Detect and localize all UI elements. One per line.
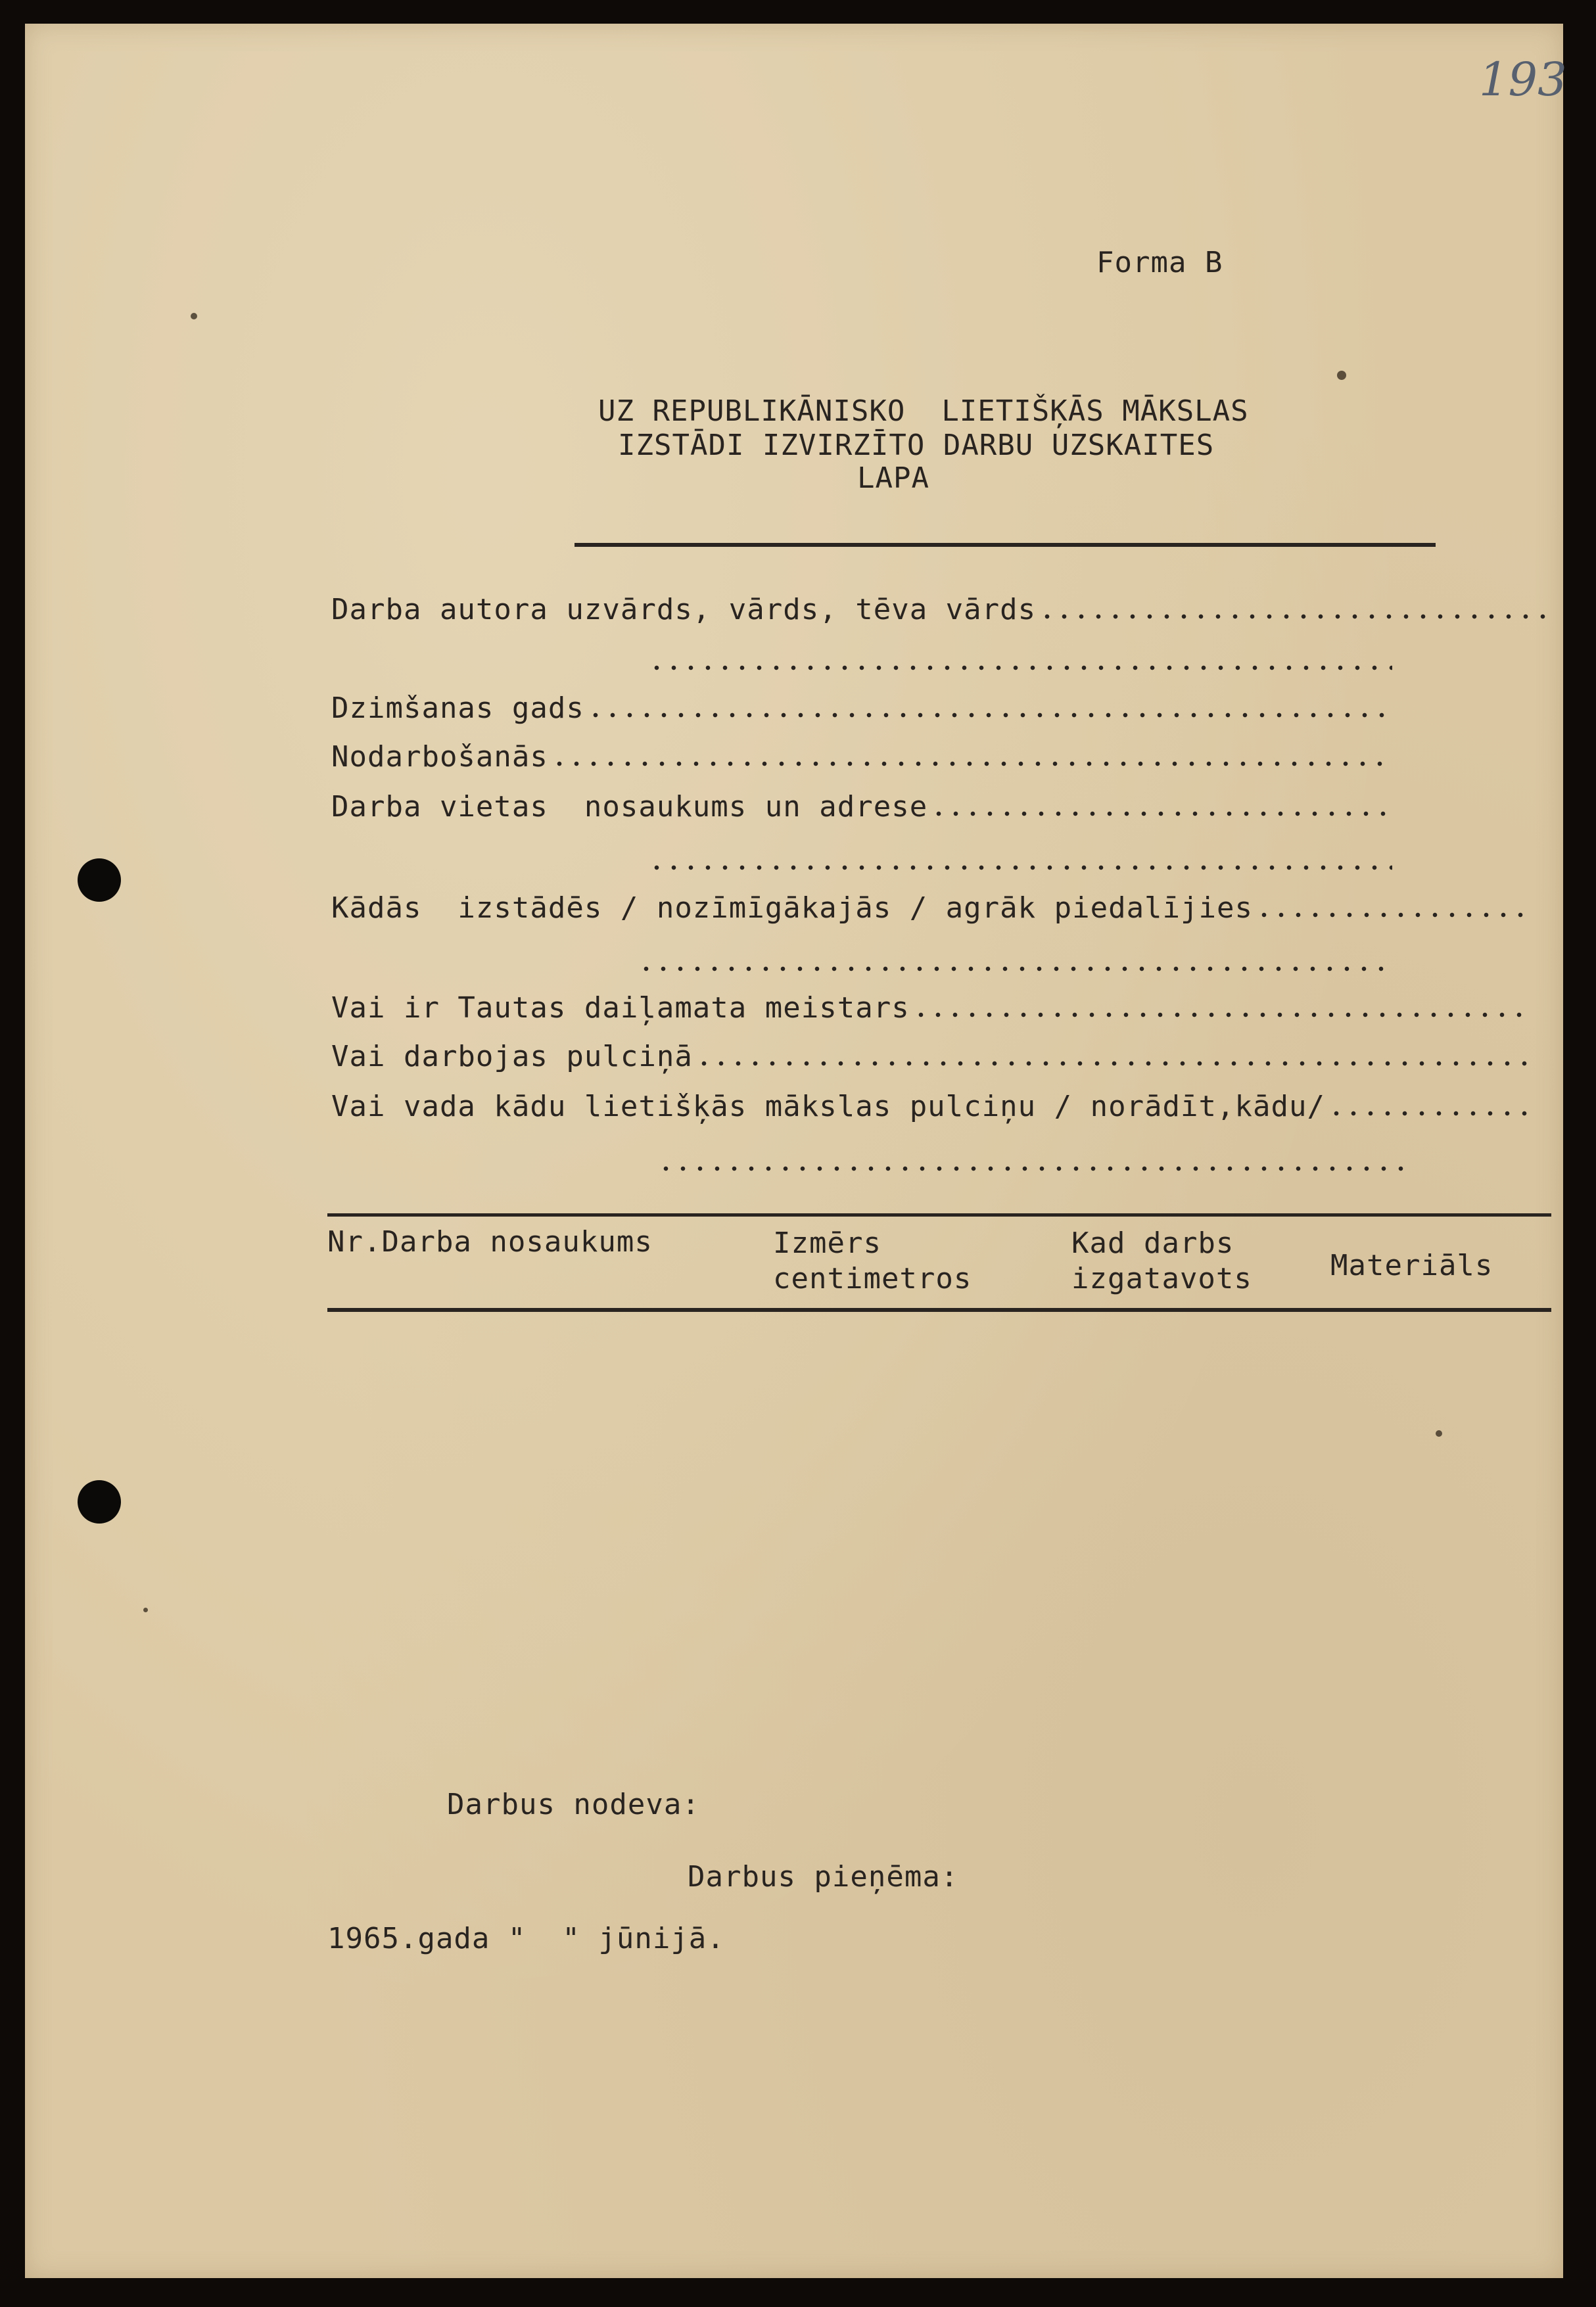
page-number: 193	[1479, 53, 1567, 106]
column-header-number-name: Nr.Darba nosaukums	[327, 1225, 653, 1259]
field-occupation	[331, 740, 1392, 774]
column-header-when-line-1: Kad darbs	[1071, 1226, 1234, 1260]
table-top-rule	[327, 1213, 1551, 1217]
dotted-continuation-line	[648, 665, 1392, 670]
column-header-size-line-2: centimetros	[773, 1262, 972, 1295]
field-club-member	[331, 1042, 1532, 1071]
field-club-leader	[331, 1092, 1532, 1121]
field-birth-year	[331, 691, 1392, 725]
dotted-continuation-line	[648, 865, 1392, 870]
dotted-continuation-line	[657, 1166, 1411, 1171]
dotted-leader	[930, 811, 1392, 816]
dotted-leader	[695, 1061, 1532, 1066]
title-line-3: LAPA	[857, 461, 929, 495]
column-header-when-line-2: izgatavots	[1071, 1262, 1252, 1295]
column-header-size	[773, 1226, 972, 1300]
table-header-bottom-rule	[327, 1308, 1551, 1312]
field-author-name	[331, 595, 1554, 624]
dotted-continuation-line	[638, 966, 1392, 971]
field-author-name-label: Darba autora uzvārds, vārds, tēva vārds	[331, 593, 1037, 626]
field-folk-master-label: Vai ir Tautas daiļamata meistars	[331, 991, 910, 1025]
field-workplace-label: Darba vietas nosaukums un adrese	[331, 790, 928, 824]
field-exhibitions-label: Kādās izstādēs / nozīmīgākajās / agrāk piedalījies	[331, 891, 1254, 925]
submitted-by-label: Darbus nodeva:	[447, 1788, 700, 1821]
column-header-materials: Materiāls	[1330, 1249, 1493, 1282]
binder-hole-bottom	[78, 1480, 121, 1524]
field-workplace	[331, 790, 1392, 824]
field-folk-master	[331, 991, 1532, 1025]
title-line-1: UZ REPUBLIKĀNISKO LIETIŠĶĀS MĀKSLAS	[598, 394, 1249, 428]
dotted-leader	[587, 712, 1392, 718]
field-exhibitions	[331, 891, 1532, 925]
document-page	[25, 24, 1563, 2278]
paper-speck	[191, 313, 197, 319]
binder-hole-top	[78, 858, 121, 902]
dotted-leader	[1256, 912, 1532, 918]
field-occupation-label: Nodarbošanās	[331, 740, 548, 774]
dotted-leader	[1039, 614, 1554, 619]
paper-speck	[1337, 371, 1346, 380]
column-header-when	[1071, 1226, 1252, 1300]
title-underline	[575, 543, 1436, 547]
field-birth-year-label: Dzimšanas gads	[331, 691, 584, 725]
column-header-size-line-1: Izmērs	[773, 1226, 881, 1260]
field-club-leader-label: Vai vada kādu lietišķās mākslas pulciņu / norādīt,kādu/	[331, 1090, 1325, 1123]
title-line-2: IZSTĀDI IZVIRZĪTO DARBU UZSKAITES	[618, 429, 1215, 462]
dotted-leader	[1328, 1111, 1532, 1116]
received-by-label: Darbus pieņēma:	[688, 1860, 959, 1894]
paper-speck	[1436, 1430, 1442, 1437]
paper-speck	[143, 1608, 148, 1612]
field-club-member-label: Vai darbojas pulciņā	[331, 1040, 693, 1073]
form-label: Forma B	[1096, 246, 1223, 279]
date-line: 1965.gada " " jūnijā.	[327, 1922, 725, 1955]
dotted-leader	[551, 761, 1392, 766]
dotted-leader	[912, 1012, 1532, 1017]
